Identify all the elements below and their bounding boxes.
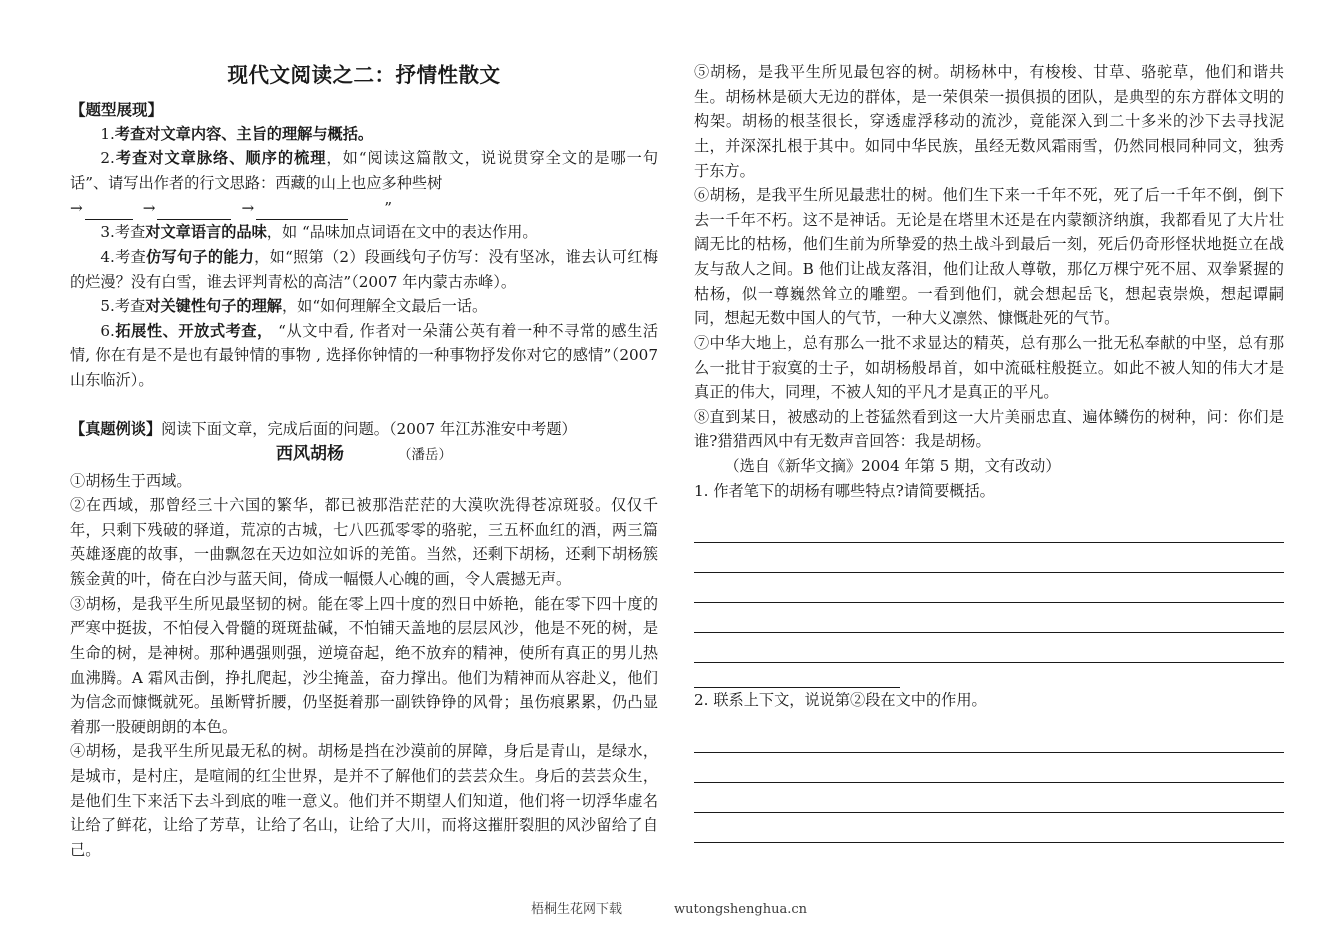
question-type-item-2: [70, 146, 658, 195]
question-1-text: 1. 作者笔下的胡杨有哪些特点?请简要概括。: [694, 481, 995, 500]
right-column: [694, 60, 1284, 843]
article-paragraph-6: ⑥胡杨，是我平生所见最悲壮的树。他们生下来一千年不死，死了后一千年不倒，倒下去一千年不朽。这不是神话。无论是在塔里木还是在内蒙额济纳旗，我都看见了大片壮阔无比的枯杨，他们生前为所挚爱的热土战斗到最后一刻，死后仍奇形怪状地挺立在战友与敌人之间。B 他们让战友落泪，他们让敌人尊敬，那亿万棵宁死不屈、双拳紧握的枯杨，似一尊巍然耸立的雕塑。一看到他们，就会想起岳飞，想起袁崇焕，想起谭嗣同，想起无数中国人的气节，一种大义凛然、慷慨赴死的气节。: [694, 186, 1284, 328]
arrow-icon-1: →: [70, 198, 83, 217]
item-2-number: 2.: [100, 149, 115, 168]
outline-blank-2[interactable]: [157, 202, 231, 220]
question-type-item-4: [70, 245, 658, 294]
answer-line[interactable]: [694, 753, 1284, 783]
article-paragraph-5: ⑤胡杨，是我平生所见最包容的树。胡杨林中，有梭梭、甘草、骆驼草，他们和谐共生。胡杨林是硕大无边的群体，是一荣俱荣一损俱损的团队，是典型的东方群体文明的构架。胡杨的根茎很长，穿透虚浮移动的流沙，竟能深入到二十多米的沙下去寻找泥土，并深深扎根于其中。如同中华民族，虽经无数风霜雨雪，仍然同根同种同文，独秀于东方。: [694, 63, 1284, 180]
article-title-text: 西风胡杨: [276, 444, 344, 465]
item-5-bold: 对关键性句子的理解: [145, 297, 282, 316]
answer-line-short[interactable]: [694, 663, 900, 688]
question-types-heading: 【题型展现】: [70, 99, 164, 119]
question-type-item-1: [70, 122, 658, 147]
question-2-text: 2. 联系上下文，说说第②段在文中的作用。: [694, 691, 987, 710]
article-paragraph-2: ②在西域，那曾经三十六国的繁华，都已被那浩茫茫的大漠吹洗得苍凉斑驳。仅仅千年，只剩下残破的驿道，荒凉的古城，七八匹孤零零的骆驼，三五杯血红的酒，两三篇英雄逐鹿的故事，一曲飘忽在天边如泣如诉的羌笛。当然，还剩下胡杨，还剩下胡杨簇簇金黄的叶，倚在白沙与蓝天间，倚成一幅慑人心魄的画，令人震撼无声。: [70, 496, 658, 589]
article-paragraph-8: ⑧直到某日，被感动的上苍猛然看到这一大片美丽忠直、遍体鳞伤的树种，问：你们是谁?猎猎西风中有无数声音回答：我是胡杨。: [694, 407, 1284, 451]
question-type-item-6: [70, 319, 658, 393]
item-3-bold: 对文章语言的品味: [145, 223, 267, 242]
left-column: [70, 60, 658, 863]
item-6-rest: “从文中看, 作者对一朵蒲公英有着一种不寻常的感生活情, 你在有是不是也有最钟情的事物 , 选择你钟情的一种事物抒发你对它的感情”（2007 山东临沂）。: [70, 321, 659, 390]
item-6-bold: 拓展性、开放式考查，: [114, 321, 273, 340]
item-1-number: 1.: [100, 124, 115, 143]
article-source: （选自《新华文摘》2004 年第 5 期，文有改动）: [724, 457, 1061, 475]
page-footer: [0, 901, 1338, 919]
item-4-number: 4.: [100, 247, 115, 266]
item-2-bold: 考查对文章脉络、顺序的梳理: [114, 149, 327, 168]
question-1-answer-area[interactable]: [694, 513, 1284, 688]
item-6-number: 6.: [100, 321, 115, 340]
footer-site: wutongshenghua.cn: [674, 901, 807, 917]
item-3-pre: 考查: [114, 223, 146, 242]
item-4-rest: ，如“照第（2）段画线句子仿写：没有坚冰，谁去认可红梅的烂漫？没有白雪，谁去评判青松的高洁”（2007 年内蒙古赤峰）。: [70, 247, 659, 291]
question-type-item-3: [70, 220, 658, 245]
answer-line[interactable]: [694, 513, 1284, 543]
arrow-icon-3: →: [241, 198, 255, 217]
answer-line[interactable]: [694, 723, 1284, 753]
answer-line[interactable]: [694, 573, 1284, 603]
item-3-rest: ，如 “品味加点词语在文中的表达作用。: [266, 223, 538, 242]
example-section-lead-text: 阅读下面文章，完成后面的问题。（2007 年江苏淮安中考题）: [161, 419, 577, 438]
arrow-icon-2: →: [142, 198, 156, 217]
outline-blank-row: [70, 196, 658, 221]
question-type-item-5: [70, 294, 658, 319]
answer-line[interactable]: [694, 813, 1284, 843]
example-section-lead: [70, 417, 658, 442]
item-4-pre: 考查: [114, 247, 147, 266]
article-paragraph-3: ③胡杨，是我平生所见最坚韧的树。能在零上四十度的烈日中娇艳，能在零下四十度的严寒中挺拔，不怕侵入骨髓的斑斑盐碱，不怕铺天盖地的层层风沙，他是不死的树，是生命的树，是神树。那种遇强则强，逆境奋起，绝不放弃的精神，使所有真正的男儿热血沸腾。A 霜风击倒，挣扎爬起，沙尘掩盖，奋力撑出。他们为精神而从容赴义，他们为信念而慷慨就死。虽断臂折腰，仍坚挺着那一副铁铮铮的风骨；虽伤痕累累，仍凸显着那一股硬朗朗的本色。: [70, 594, 658, 736]
answer-line[interactable]: [694, 543, 1284, 573]
article-title: [70, 441, 658, 468]
outline-blank-1[interactable]: [85, 202, 133, 220]
two-column-layout: [70, 60, 1284, 860]
article-paragraph-7: ⑦中华大地上，总有那么一批不求显达的精英，总有那么一批无私奉献的中坚，总有那么一批甘于寂寞的士子，如胡杨般昂首，如中流砥柱般挺立。如此不被人知的伟大才是真正的伟大，同理，不被人知的平凡才是真正的平凡。: [694, 333, 1284, 402]
article-paragraph-1: ①胡杨生于西域。: [70, 471, 192, 490]
answer-line[interactable]: [694, 783, 1284, 813]
item-5-rest: ，如“如何理解全文最后一话。: [281, 297, 488, 316]
footer-label: 梧桐生花网下载: [531, 901, 623, 917]
question-2-answer-area[interactable]: [694, 723, 1284, 843]
answer-line[interactable]: [694, 633, 1284, 663]
outline-blank-3[interactable]: [256, 202, 348, 220]
item-5-number: 5.: [100, 297, 115, 316]
item-3-number: 3.: [100, 223, 115, 242]
item-5-pre: 考查: [114, 297, 146, 316]
article-paragraph-4: ④胡杨，是我平生所见最无私的树。胡杨是挡在沙漠前的屏障，身后是青山，是绿水，是城市，是村庄，是喧闹的红尘世界，是并不了解他们的芸芸众生。身后的芸芸众生，是他们生下来活下去斗到底的唯一意义。他们并不期望人们知道，他们将一切浮华虚名让给了鲜花，让给了芳草，让给了名山，让给了大川，而将这摧肝裂胆的风沙留给了自己。: [70, 742, 658, 859]
page-title: 现代文阅读之二：抒情性散文: [227, 63, 501, 87]
closing-quote: ”: [384, 198, 392, 217]
article-author: （潘岳）: [398, 447, 452, 464]
item-1-bold: 考查对文章内容、主旨的理解与概括。: [114, 124, 374, 143]
item-4-bold: 仿写句子的能力: [146, 247, 255, 266]
example-section-heading: 【真题例谈】: [70, 419, 162, 438]
answer-line[interactable]: [694, 603, 1284, 633]
item-2-rest: ，如“阅读这篇散文，说说贯穿全文的是哪一句话”、请写出作者的行文思路：西藏的山上也应多种些树: [70, 149, 659, 193]
section-gap: [70, 393, 658, 417]
